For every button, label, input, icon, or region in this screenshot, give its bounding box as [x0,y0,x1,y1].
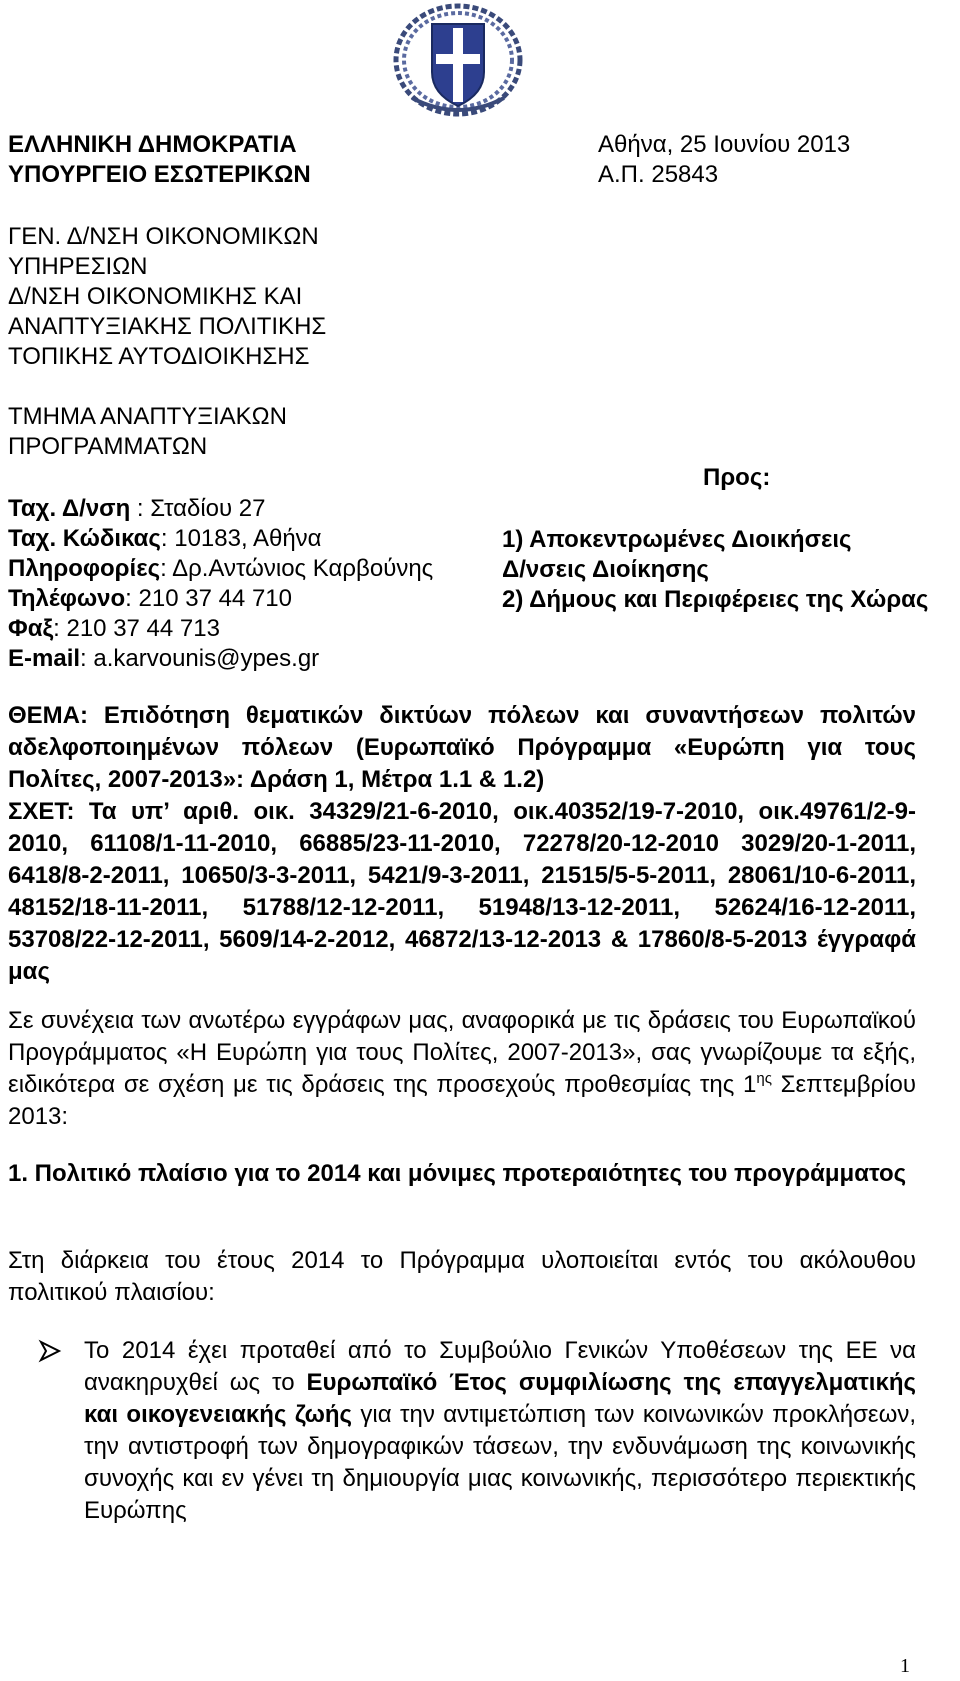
section-heading: 1. Πολιτικό πλαίσιο για το 2014 και μόνιμες προτεραιότητες του προγράμματος [8,1160,907,1187]
info-label: Πληροφορίες [8,555,161,582]
department-line: ΥΠΗΡΕΣΙΩΝ [8,253,148,280]
recipient-line: 1) Αποκεντρωμένες Διοικήσεις [502,526,852,553]
department-line: ΓΕΝ. Δ/ΝΣΗ ΟΙΚΟΝΟΜΙΚΩΝ [8,223,319,250]
bullet-text-end: για την αντιμετώπιση των κοινωνικών προκλήσεων, την αντιστροφή των δημογραφικών τάσεων, την ενδυνάμωση της κοινωνικής συνοχής και εν γένει τη δημιουργία μιας κοινωνικής, περισσότερο περιεκτικής Ευρώπης [84,1401,916,1524]
fax-row [8,614,433,644]
intro-text-end: Σεπτεμβρίου 2013: [8,1071,917,1130]
section-paragraph: Στη διάρκεια του έτους 2014 το Πρόγραμμα υλοποιείται εντός του ακόλουθου πολιτικού πλαισίου: [8,1247,916,1306]
department-line: Δ/ΝΣΗ ΟΙΚΟΝΟΜΙΚΗΣ ΚΑΙ [8,283,303,310]
greek-emblem-icon [382,2,534,124]
arrowhead-bullet-icon [38,1339,62,1363]
postcode-row [8,524,433,554]
email-row [8,644,433,674]
phone-row [8,584,433,614]
department-line: ΑΝΑΠΤΥΞΙΑΚΗΣ ΠΟΛΙΤΙΚΗΣ [8,313,327,340]
recipients-title: Προς: [703,464,771,491]
email-label: E-mail [8,645,81,672]
date-protocol [598,130,850,190]
info-row [8,554,433,584]
bullet-text [84,1335,916,1527]
fax-value: : 210 37 44 713 [53,615,220,642]
info-value: : Δρ.Αντώνιος Καρβούνης [160,555,434,582]
document-date: Αθήνα, 25 Ιουνίου 2013 [598,131,851,158]
department-block [8,222,326,372]
department-line: ΤΟΠΙΚΗΣ ΑΥΤΟΔΙΟΙΚΗΣΗΣ [8,343,310,370]
subject-block [8,700,916,988]
intro-paragraph [8,1005,916,1133]
ministry-name: ΥΠΟΥΡΓΕΙΟ ΕΣΩΤΕΡΙΚΩΝ [8,161,311,188]
subject-thema: ΘΕΜΑ: Επιδότηση θεματικών δικτύων πόλεων και συναντήσεων πολιτών αδελφοποιημένων πόλεων (Ευρωπαϊκό Πρόγραμμα «Ευρώπη για τους Πολίτες, 2007-2013»: Δράση 1, Μέτρα 1.1 & 1.2) [8,702,916,793]
bullet-text-bold: Ευρωπαϊκό Έτος συμφιλίωσης της επαγγελματικής και οικογενειακής ζωής [84,1369,916,1428]
unit-line: ΠΡΟΓΡΑΜΜΑΤΩΝ [8,433,208,460]
phone-value: : 210 37 44 710 [125,585,292,612]
address-label: Ταχ. Δ/νση [8,495,131,522]
unit-line: ΤΜΗΜΑ ΑΝΑΠΤΥΞΙΑΚΩΝ [8,403,287,430]
unit-block [8,402,287,462]
subject-references: ΣΧΕΤ: Τα υπ’ αριθ. οικ. 34329/21-6-2010, οικ.40352/19-7-2010, οικ.49761/2-9-2010, 61108/1-11-2010, 66885/23-11-2010, 72278/20-12-2010 3029/20-1-2011, 6418/8-2-2011, 10650/3-3-2011, 5421/9-3-2011, 21515/5-5-2011, 28061/10-6-2011, 48152/18-11-2011, 51788/12-12-2011, 51948/13-12-2011, 52624/16-12-2011, 53708/22-12-2011, 5609/14-2-2012, 46872/13-12-2013 & 17860/8-5-2013 έγγραφά μας [8,798,916,985]
recipients-block [502,525,928,615]
address-row [8,494,433,524]
page-number: 1 [900,1655,910,1677]
intro-text: Σε συνέχεια των ανωτέρω εγγράφων μας, αναφορικά με τις δράσεις του Ευρωπαϊκού Προγράμματος «Η Ευρώπη για τους Πολίτες, 2007-2013», σας γνωρίζουμε τα εξής, ειδικότερα σε σχέση με τις δράσεις της προσεχούς προθεσμίας της 1 [8,1007,916,1098]
phone-label: Τηλέφωνο [8,585,126,612]
bullet-text-start: Το 2014 έχει προταθεί από το Συμβούλιο Γενικών Υποθέσεων της ΕΕ να ανακηρυχθεί ως το [84,1337,916,1396]
country-name: ΕΛΛΗΝΙΚΗ ΔΗΜΟΚΡΑΤΙΑ [8,131,297,158]
issuer-header [8,130,311,190]
protocol-number: Α.Π. 25843 [598,161,719,188]
ordinal-suffix: ης [756,1070,772,1087]
email-value: : a.karvounis@ypes.gr [80,645,320,672]
contact-block [8,494,433,674]
recipient-line: 2) Δήμους και Περιφέρειες της Χώρας [502,586,929,613]
postcode-value: : 10183, Αθήνα [160,525,322,552]
recipient-line: Δ/νσεις Διοίκησης [502,556,709,583]
fax-label: Φαξ [8,615,54,642]
address-value: : Σταδίου 27 [130,495,266,522]
postcode-label: Ταχ. Κώδικας [8,525,161,552]
